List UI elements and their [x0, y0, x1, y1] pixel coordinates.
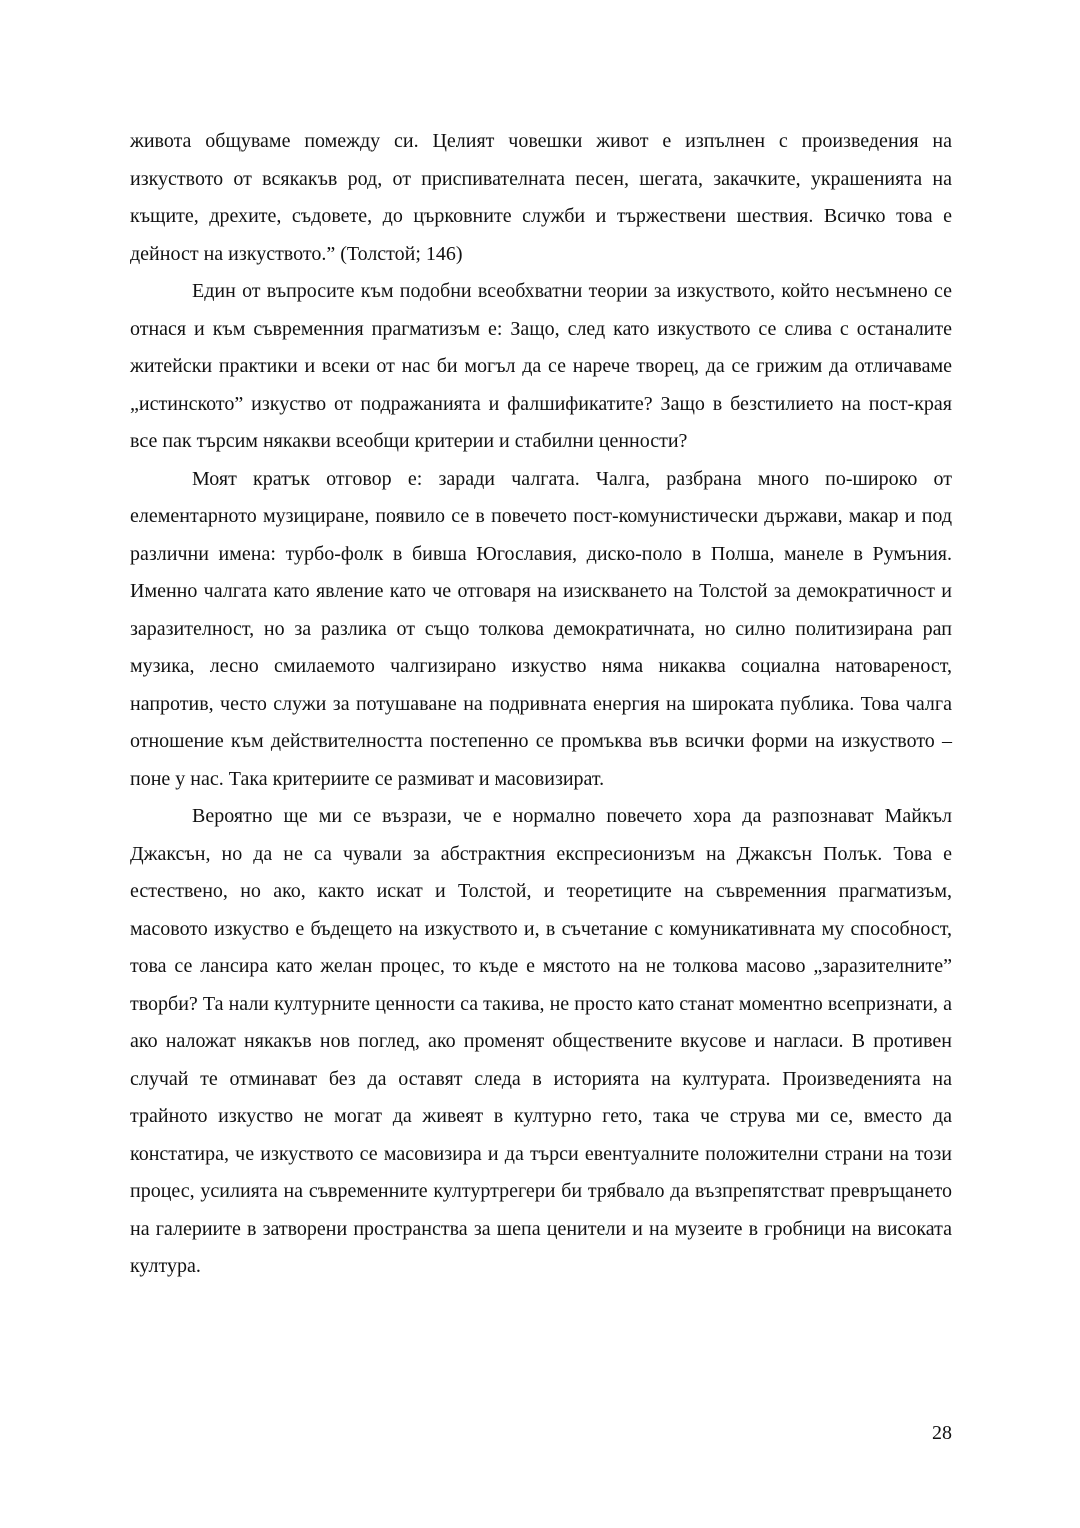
paragraph-mass-art: Вероятно ще ми се възрази, че е нормално повечето хора да разпознават Майкъл Джаксън, но да не са чували за абстрактния експресионизъм на Джаксън Полък. Това е естествено, но ако, както искат и Толстой, и теоретиците на съвременния прагматизъм, масовото изкуство е бъдещето на изкуството и, в съчетание с комуникативната му способност, това се лансира като желан процес, то къде е мястото на не толкова масово „заразителните” творби? Та нали културните ценности са такива, не просто като станат моментно всепризнати, а ако наложат някакъв нов поглед, ако променят обществените вкусове и нагласи. В противен случай те отминават без да оставят следа в историята на културата. Произведенията на трайното изкуство не могат да живеят в културно гето, така че струва ми се, вместо да констатира, че изкуството се масовизира и да търси евентуалните положителни страни на този процес, усилията на съвременните културтрегери би трябвало да възпрепятстват превръщането на галериите в затворени пространства за шепа ценители и на музеите в гробници на високата култура. — [130, 805, 952, 1277]
paragraph-question: Един от въпросите към подобни всеобхватни теории за изкуството, който несъмнено се отнася и към съвременния прагматизъм е: Защо, след като изкуството се слива с останалите житейски практики и всеки от нас би могъл да се нарече творец, да се грижим да отличаваме „истинското” изкуство от подражанията и фалшификатите? Защо в безстилието на пост-края все пак търсим някакви всеобщи критерии и стабилни ценности? — [130, 280, 952, 452]
paragraph-continuation: живота общуваме помежду си. Целият човешки живот е изпълнен с произведения на изкуството от всякакъв род, от приспивателната песен, шегата, закачките, украшенията на къщите, дрехите, съдовете, до църковните служби и тържествени шествия. Всичко това е дейност на изкуството.” (Толстой; 146) — [130, 130, 952, 265]
page-number: 28 — [932, 1422, 952, 1444]
paragraph-answer-chalga: Моят кратък отговор е: заради чалгата. Чалга, разбрана много по-широко от елементарното музициране, появило се в повечето пост-комунистически държави, макар и под различни имена: турбо-фолк в бивша Югославия, диско-поло в Полша, манеле в Румъния. Именно чалгата като явление като че отговаря на изискването на Толстой за демократичност и заразителност, но за разлика от също толкова демократичната, но силно политизирана рап музика, лесно смилаемото чалгизирано изкуство няма никаква социална натовареност, напротив, често служи за потушаване на подривната енергия на широката публика. Това чалга отношение към действителността постепенно се промъква във всички форми на изкуството – поне у нас. Така критериите се размиват и масовизират. — [130, 467, 952, 790]
document-body — [130, 123, 952, 1286]
